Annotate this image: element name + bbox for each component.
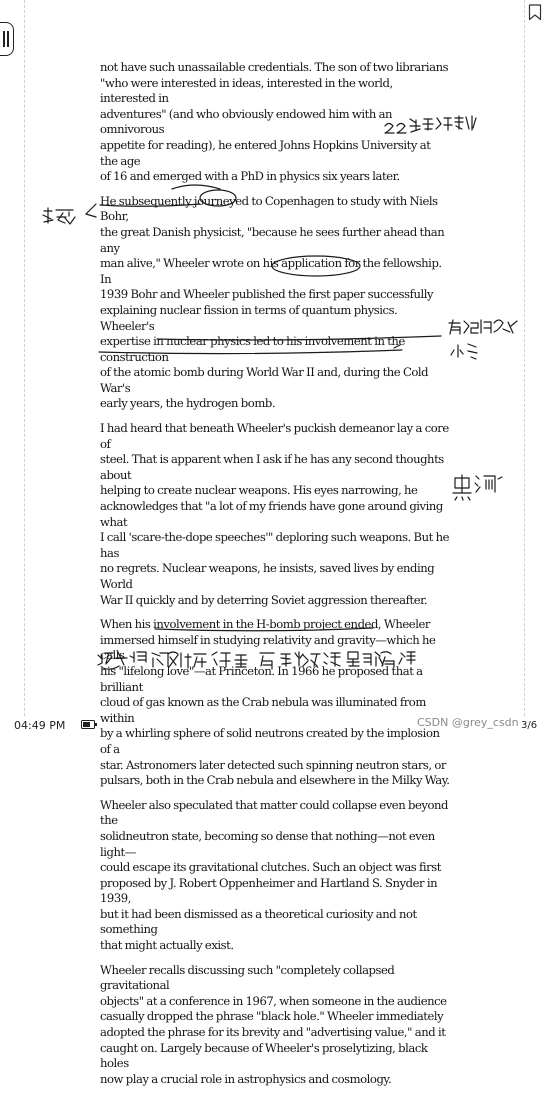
watermark: CSDN @grey_csdn xyxy=(417,716,519,729)
paragraph: He subsequently journeyed to Copenhagen to study with Niels Bohr, the great Danish physicist, "because he sees further ahead than any man alive," Wheeler wrote on his application for the fellowship. In 1939 Bohr and Wheeler published the first paper successfully explaining nuclear fission in terms of quantum physics. Wheeler's expertise in nuclear physics led to his involvement in the construction of the atomic bomb during World War II and, during the Cold War's early years, the hydrogen bomb. xyxy=(100,193,445,411)
status-bar xyxy=(0,714,554,738)
menu-bar xyxy=(3,31,5,47)
paragraph: not have such unassailable credentials. The son of two librarians "who were interested in ideas, interested in the world, interested in adventures" (and who obviously endowed him with an omnivorous appetite for reading), he entered Johns Hopkins University at the age of 16 and emerged with a PhD in physics six years later. xyxy=(100,60,449,184)
page-indicator[interactable]: 3/6 xyxy=(521,720,538,731)
battery-icon xyxy=(81,720,95,729)
menu-icon[interactable] xyxy=(0,22,14,56)
paragraph: When his involvement in the H-bomb project ended, Wheeler immersed himself in studying relativity and gravity—which he calls his "lifelong love"—at Princeton. In 1966 he proposed that a brilliant cloud of gas known as the Crab nebula was illuminated from within by a whirling sphere of solid neutrons created by the implosion of a star. Astronomers later detected such spinning neutron stars, or pulsars, both in the Crab nebula and elsewhere in the Milky Way. xyxy=(100,617,450,788)
left-margin-guide xyxy=(24,0,25,716)
right-margin-guide xyxy=(524,0,525,716)
bookmark-icon[interactable] xyxy=(528,4,542,21)
page-content xyxy=(100,60,450,1096)
handwritten-note xyxy=(449,320,517,359)
paragraph: Wheeler also speculated that matter could collapse even beyond the solidneutron state, becoming so dense that nothing—not even light— could escape its gravitational clutches. Such an object was first proposed by J. Robert Oppenheimer and Hartland S. Snyder in 1939, but it had been dismissed as a theoretical curiosity and not something that might actually exist. xyxy=(100,797,448,953)
handwritten-note xyxy=(43,204,96,224)
paragraph: I had heard that beneath Wheeler's puckish demeanor lay a core of steel. That is apparent when I ask if he has any second thoughts about helping to create nuclear weapons. His eyes narrowing, he acknowledges that "a lot of my friends have gone around giving what I call 'scare-the-dope speeches'" deploring such weapons. But he has no regrets. Nuclear weapons, he insists, saved lives by ending World War II quickly and by deterring Soviet aggression thereafter. xyxy=(100,421,450,607)
clock: 04:49 PM xyxy=(14,719,66,732)
handwritten-note xyxy=(453,475,502,500)
paragraph: Wheeler recalls discussing such "completely collapsed gravitational objects" at a conference in 1967, when someone in the audience casually dropped the phrase "black hole." Wheeler immediately adopted the phrase for its brevity and "advertising value," and it caught on. Largely because of Wheeler's proselytizing, black holes now play a crucial role in astrophysics and cosmology. xyxy=(100,962,447,1086)
menu-bar xyxy=(7,31,9,47)
